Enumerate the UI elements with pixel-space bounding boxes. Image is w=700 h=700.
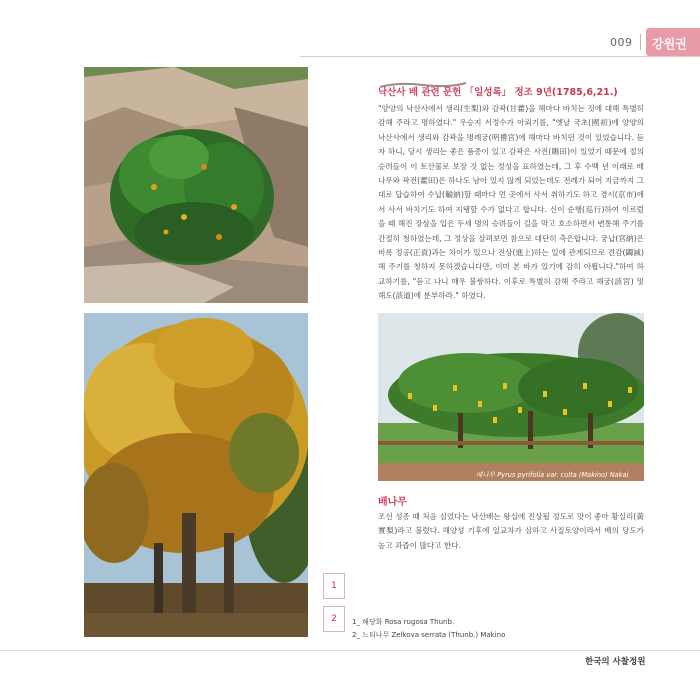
header-divider — [640, 34, 641, 50]
article-body: "양양의 낙산사에서 생리(生梨)와 감곽(甘藿)을 해마다 바치는 것에 대해 특별히 감해 주라고 명하였다." 우승지 서정수가 아뢰기를, "옛날 국초(國初)에 양양의 낙산사에서 생리와 감곽을 명례궁(明禮宮)에 해마다 바치던 것이 있었습니다. 듣자 하니, 당시 생리는 좋은 품종이 있고 감곽은 사전(賜田)이 있었기 때문에 절의 승려들이 이 토산물로 보장 것 없는 정성을 표하였는데, 그 후 수백 년 이래로 배나무와 곽전(藿田)은 하나도 남아 있지 않게 되었는데도 전례가 되어 지금까지 그대로 답습하여 수납(輸納)할 때마다 먼 곳에서 사서 취하기도 하고 경시(京市)에서 사서 바치기도 하여 지탱할 수가 없다고 합니다. 신이 순행(巡行)하여 이르렀을 때 해진 장삼을 입은 두세 명의 승려들이 길을 막고 호소하면서 변통해 주기를 간절히 청하였는데, 그 정상을 살펴보면 참으로 대단히 측은합니다. 궁납(宮納)은 비록 정공(正貢)과는 차이가 있으나 진상(進上)하는 일에 관계되므로 견감(蠲減)해 주기를 청하지 못하겠습니다만, 이미 본 바가 있기에 감히 아룁니다."하여 하교하기를, "듣고 나니 매우 불쌍하다. 이후로 특별히 감해 주라고 해궁(該宮) 및 해도(該道)에 분부하라." 하였다. — [378, 104, 644, 301]
pear-heading: 배나무 — [378, 497, 407, 508]
pear-description: 조선 성종 때 처음 심었다는 낙산배는 왕실에 진상될 정도로 맛이 좋아 황실리(黃實梨)라고 불렸다. 해양성 기후에 일교차가 심하고 사질토양이라서 배의 당도가 높고 과즙이 많다고 한다. — [378, 512, 644, 550]
section-label: 강원권 — [652, 37, 687, 51]
footer-title: 한국의 사찰정원 — [585, 657, 646, 667]
header-rule — [300, 56, 700, 57]
pear-orchard-photo — [378, 313, 644, 481]
photo-number-2: 2 — [323, 606, 345, 632]
pear-photo-caption: 배나무 Pyrus pyrifolia var. culta (Makino) Nakai — [476, 471, 629, 479]
article-heading: 낙산사 배 관련 문헌 「일성록」 정조 9년(1785,6,21.) — [378, 87, 618, 98]
photo-caption-2: 2_ 느티나무 Zelkova serrata (Thunb.) Makino — [352, 631, 506, 639]
heading-brush-decoration — [378, 74, 468, 82]
footer-rule — [0, 650, 700, 651]
page-number: 009 — [610, 36, 633, 49]
photo-caption-1: 1_ 해당화 Rosa rugosa Thunb. — [352, 618, 455, 626]
photo-number-1: 1 — [323, 573, 345, 599]
zelkova-tree-photo — [84, 313, 308, 637]
rugosa-rose-photo — [84, 67, 308, 303]
